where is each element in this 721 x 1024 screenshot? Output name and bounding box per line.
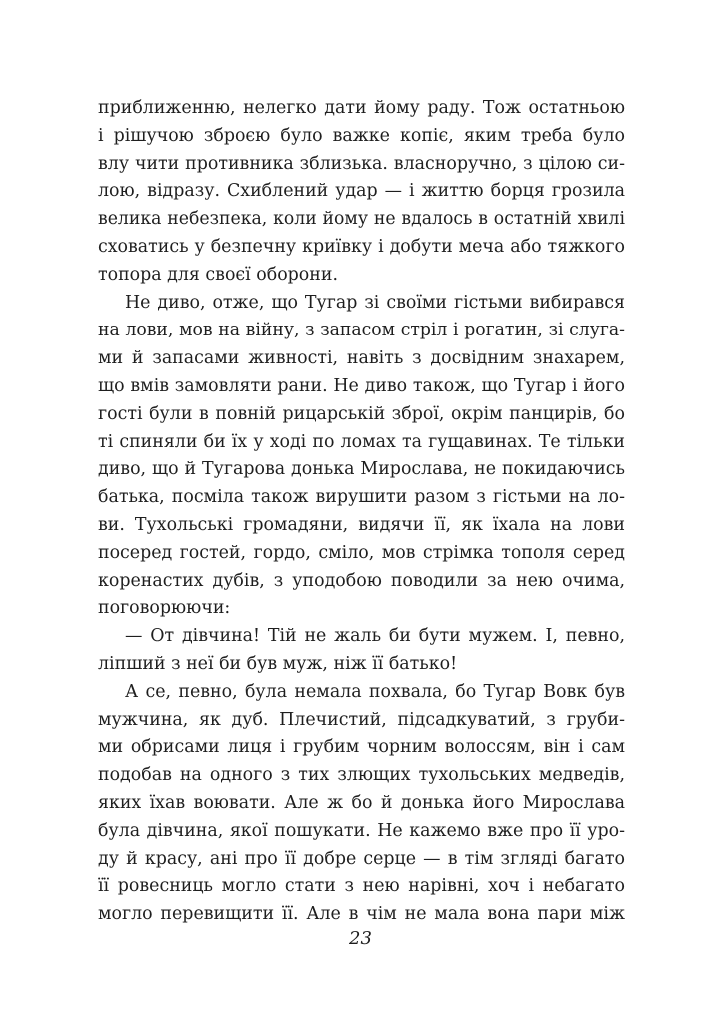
text-line: Не диво, отже, що Тугар зі своїми гістьми вибирався (125, 292, 625, 313)
text-line: влу чити противника зблизька. власноручно, з цілою си- (98, 153, 625, 174)
text-line: поговорюючи: (98, 598, 231, 619)
text-line: посеред гостей, гордо, сміло, мов стрімка тополя серед (98, 542, 625, 563)
text-line: — От дівчина! Тій не жаль би бути мужем. І, певно, (125, 626, 625, 647)
text-line: диво, що й Тугарова донька Мирослава, не покидаючись (98, 459, 625, 480)
text-line: ліпший з неї би був муж, ніж її батько! (98, 653, 458, 674)
text-line: що вмів замовляти рани. Не диво також, що Тугар і його (98, 375, 625, 396)
text-line: лою, відразу. Схиблений удар — і життю борця грозила (98, 181, 625, 202)
text-line: ви. Тухольські громадяни, видячи її, як їхала на лови (98, 514, 625, 535)
text-line: гості були в повній рицарській зброї, окрім панцирів, бо (98, 403, 625, 424)
text-line: велика небезпека, коли йому не вдалось в остатній хвилі (98, 209, 625, 230)
text-line: А се, певно, була немала похвала, бо Тугар Вовк був (125, 681, 625, 702)
text-line: ду й красу, ані про її добре серце — в тім зглядi багато (98, 848, 625, 869)
text-line: сховатись у безпечну криївку і добути меча або тяжкого (98, 236, 625, 257)
text-line: ми обрисами лиця і грубим чорним волоссям, він і сам (98, 737, 625, 758)
body-text (98, 95, 625, 929)
text-line: і рішучою зброєю було важке копіє, яким треба було (98, 125, 625, 146)
text-line: була дівчина, якої пошукати. Не кажемо вже про її уро- (98, 820, 625, 841)
text-line: яких їхав воювати. Але ж бо й донька його Мирослава (98, 792, 625, 813)
text-line: на лови, мов на війну, з запасом стріл і рогатин, зі слуга- (98, 320, 625, 341)
text-line: приближенню, нелегко дати йому раду. Тож остатньою (98, 98, 625, 118)
text-line: батька, посміла також вирушити разом з гістьми на ло- (98, 487, 625, 508)
text-line: ті спиняли би їх у ході по ломах та гущавинах. Те тільки (98, 431, 625, 452)
text-line: мужчина, як дуб. Плечистий, підсадкуватий, з груби- (98, 709, 625, 730)
page-number: 23 (349, 928, 372, 949)
text-line: топора для своєї оборони. (98, 264, 338, 285)
text-line: коренастих дубів, з уподобою поводили за нею очима, (98, 570, 625, 591)
text-line: подобав на одного з тих злющих тухольських медведів, (98, 765, 625, 786)
text-line: могло перевищити її. Але в чім не мала вона пари між (98, 904, 625, 925)
text-line: її ровесниць могло стати з нею нарівні, хоч і небагато (98, 876, 625, 897)
text-line: ми й запасами живності, навіть з досвідним знахарем, (98, 348, 625, 369)
